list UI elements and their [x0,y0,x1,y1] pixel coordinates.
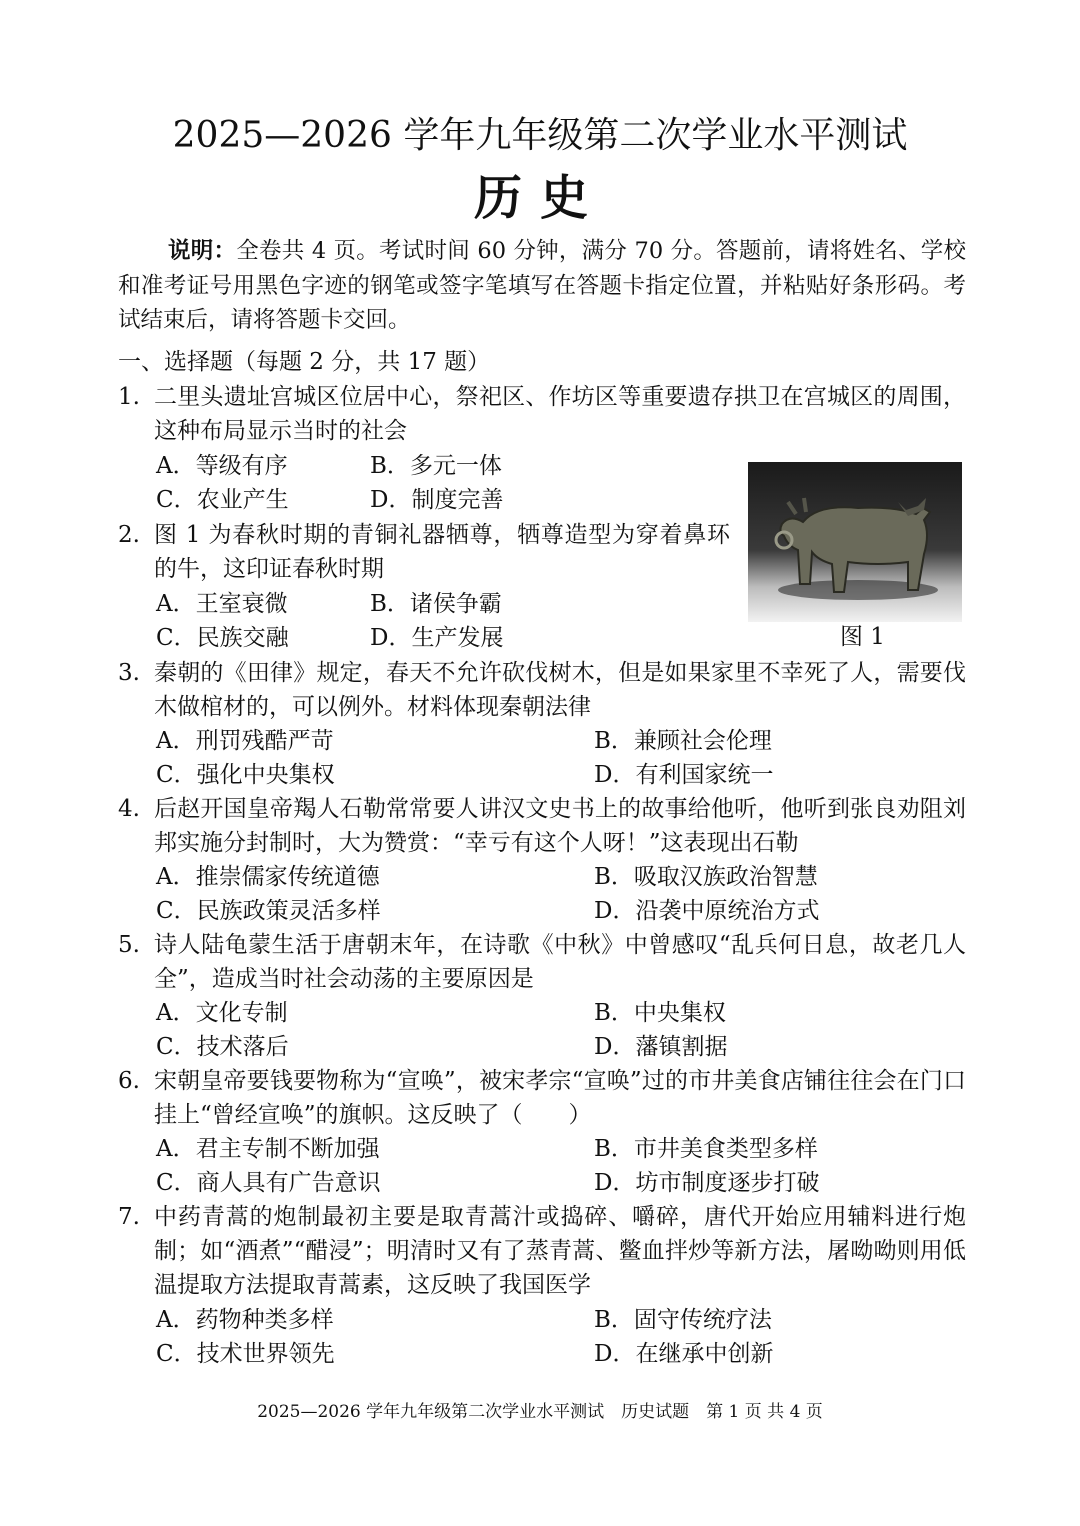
option-c[interactable]: C．强化中央集权 [156,762,335,789]
subject-title: 历史 [473,170,606,226]
question-number: 1. [118,384,140,410]
question-number: 2. [118,522,140,548]
option-b[interactable]: B．多元一体 [370,453,502,479]
question-number: 3. [118,660,140,686]
option-a[interactable]: A．刑罚残酷严苛 [156,728,334,754]
question-5-options [156,996,956,1064]
question-number: 7. [118,1204,140,1230]
option-d[interactable]: D．藩镇割据 [594,1034,728,1061]
option-a[interactable]: A．王室衰微 [156,591,288,617]
question-number: 5. [118,932,140,958]
question-stem: 图 1 为春秋时期的青铜礼器牺尊，牺尊造型为穿着鼻环的牛，这印证春秋时期 [154,522,730,583]
option-c[interactable]: C．民族政策灵活多样 [156,898,381,925]
option-a[interactable]: A．文化专制 [156,1000,288,1026]
option-c[interactable]: C．民族交融 [156,625,289,652]
question-7 [118,1200,966,1303]
option-b[interactable]: B．固守传统疗法 [594,1307,772,1333]
question-6 [118,1064,966,1132]
instructions-label: 说明： [168,238,237,264]
question-7-options [156,1303,956,1371]
option-c[interactable]: C．商人具有广告意识 [156,1170,381,1197]
option-b[interactable]: B．中央集权 [594,1000,726,1026]
figure-caption: 图 1 [840,624,885,650]
option-c[interactable]: C．农业产生 [156,487,289,514]
question-2-options [156,587,716,655]
bronze-ox-illustration [748,462,962,622]
question-stem: 宋朝皇帝要钱要物称为“宣唤”，被宋孝宗“宣唤”过的市井美食店铺往往会在门口挂上“曾经宣唤”的旗帜。这反映了（ ） [154,1068,966,1129]
instructions [118,234,966,338]
question-stem: 秦朝的《田律》规定，春天不允许砍伐树木，但是如果家里不幸死了人，需要伐木做棺材的，可以例外。材料体现秦朝法律 [154,660,966,721]
option-a[interactable]: A．君主专制不断加强 [156,1136,380,1162]
instructions-text: 全卷共 4 页。考试时间 60 分钟，满分 70 分。答题前，请将姓名、学校和准考证号用黑色字迹的钢笔或签字笔填写在答题卡指定位置，并粘贴好条形码。考试结束后，请将答题卡交回。 [118,238,966,333]
option-d[interactable]: D．有利国家统一 [594,762,774,789]
question-1 [118,380,966,448]
question-stem: 后赵开国皇帝羯人石勒常常要人讲汉文史书上的故事给他听，他听到张良劝阻刘邦实施分封制时，大为赞赏：“幸亏有这个人呀！”这表现出石勒 [154,796,966,857]
option-c[interactable]: C．技术落后 [156,1034,289,1061]
option-d[interactable]: D．制度完善 [370,487,504,514]
option-a[interactable]: A．等级有序 [156,453,288,479]
question-3 [118,656,966,724]
option-d[interactable]: D．坊市制度逐步打破 [594,1170,820,1197]
question-4 [118,792,966,860]
question-1-options [156,449,716,517]
bronze-ox-zun-image [748,462,962,622]
question-stem: 中药青蒿的炮制最初主要是取青蒿汁或捣碎、嚼碎，唐代开始应用辅料进行炮制；如“酒煮”“醋浸”；明清时又有了蒸青蒿、鳖血拌炒等新方法，屠呦呦则用低温提取方法提取青蒿素，这反映了我国医学 [154,1204,966,1299]
question-number: 6. [118,1068,140,1094]
exam-title: 2025—2026 学年九年级第二次学业水平测试 [172,115,908,156]
question-stem: 二里头遗址宫城区位居中心，祭祀区、作坊区等重要遗存拱卫在宫城区的周围，这种布局显示当时的社会 [154,384,966,445]
section-heading: 一、选择题（每题 2 分，共 17 题） [118,349,491,375]
question-2 [118,518,730,586]
option-d[interactable]: D．在继承中创新 [594,1341,774,1368]
option-b[interactable]: B．诸侯争霸 [370,591,502,617]
option-a[interactable]: A．推崇儒家传统道德 [156,864,380,890]
option-d[interactable]: D．生产发展 [370,625,504,652]
page-footer: 2025—2026 学年九年级第二次学业水平测试 历史试题 第 1 页 共 4 页 [257,1402,823,1422]
option-d[interactable]: D．沿袭中原统治方式 [594,898,820,925]
question-5 [118,928,966,996]
question-6-options [156,1132,956,1200]
option-b[interactable]: B．兼顾社会伦理 [594,728,772,754]
question-stem: 诗人陆龟蒙生活于唐朝末年，在诗歌《中秋》中曾感叹“乱兵何日息，故老几人全”，造成当时社会动荡的主要原因是 [154,932,966,993]
question-number: 4. [118,796,140,822]
option-c[interactable]: C．技术世界领先 [156,1341,335,1368]
option-a[interactable]: A．药物种类多样 [156,1307,334,1333]
question-4-options [156,860,956,928]
option-b[interactable]: B．市井美食类型多样 [594,1136,818,1162]
question-3-options [156,724,956,792]
option-b[interactable]: B．吸取汉族政治智慧 [594,864,818,890]
